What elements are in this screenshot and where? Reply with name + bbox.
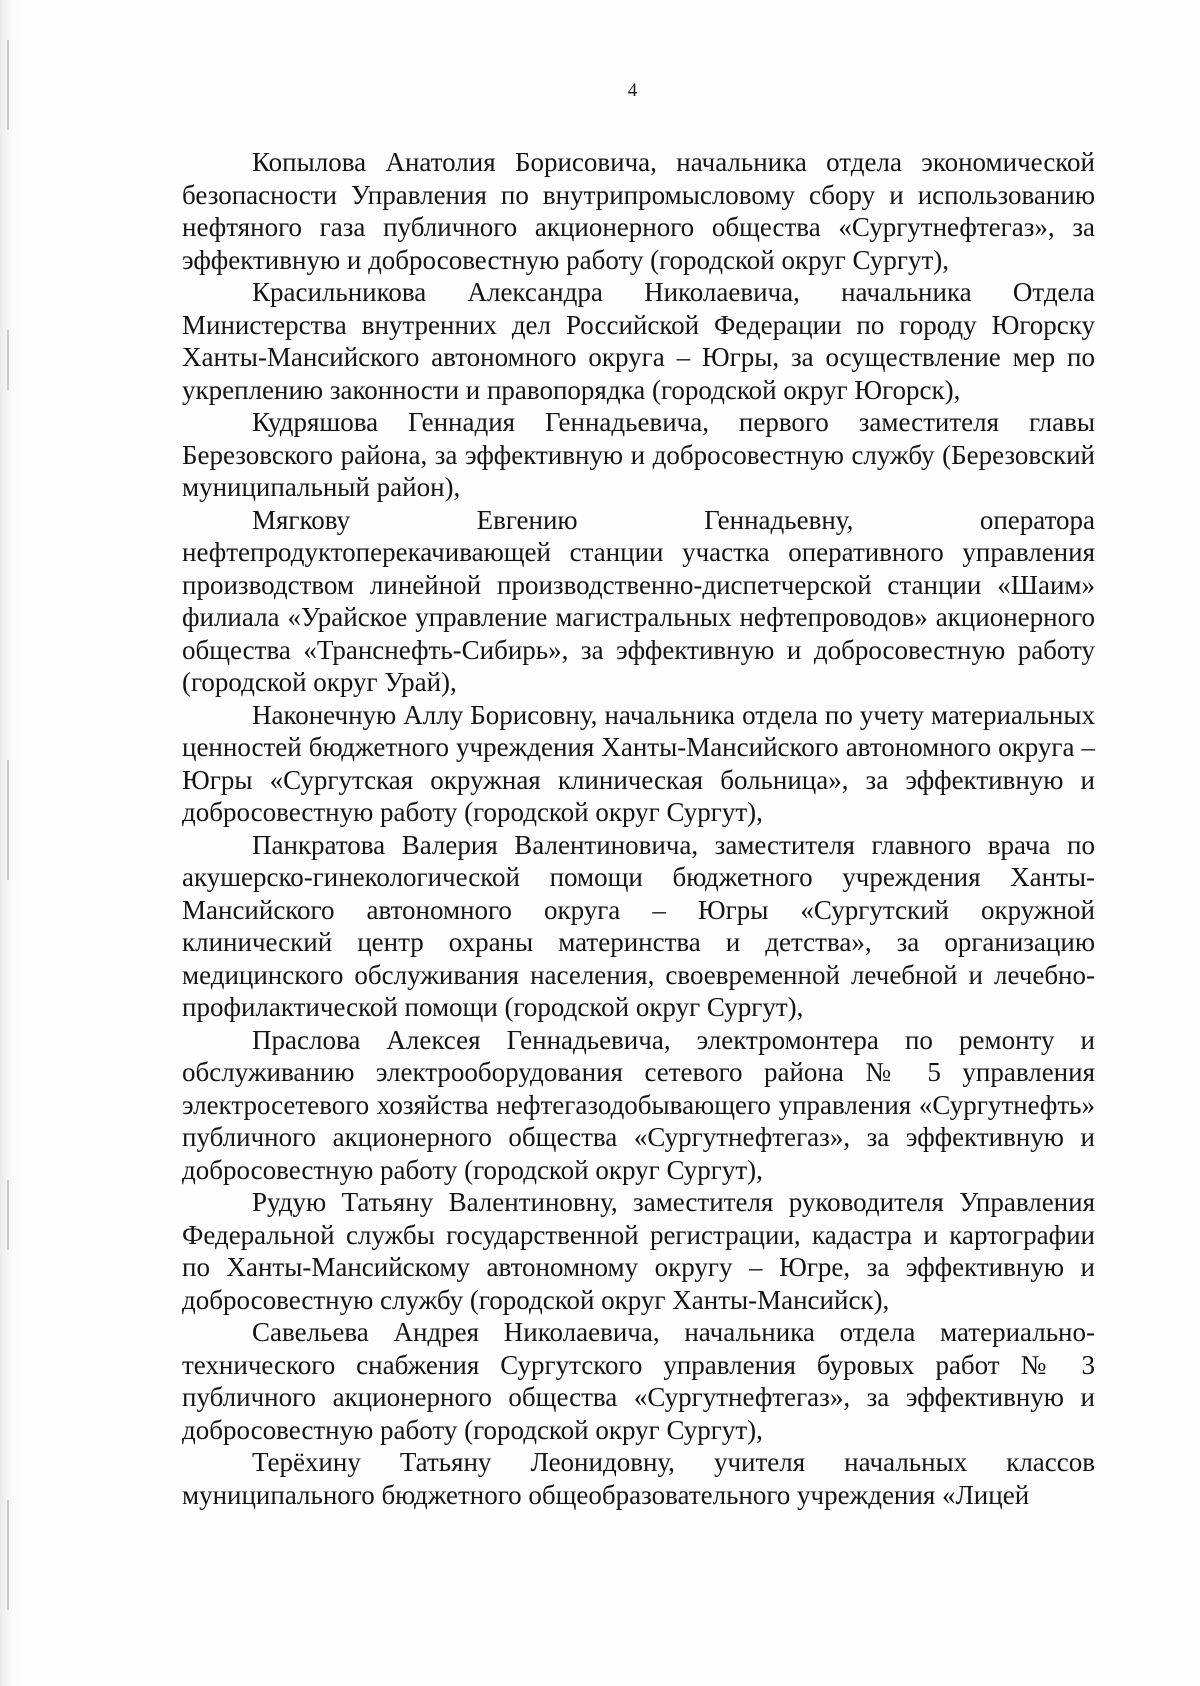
- award-paragraph-teryokhina: Терёхину Татьяну Леонидовну, учителя начальных классов муниципального бюджетного общеобразовательного учреждения «Лицей: [182, 1447, 1095, 1510]
- scan-edge-shadow: [0, 0, 26, 1686]
- award-paragraph-praslov: Праслова Алексея Геннадьевича, электромонтера по ремонту и обслуживанию электрооборудования сетевого района № 5 управления электросетевого хозяйства нефтегазодобывающего управления «Сургутнефть» публичного акционерного общества «Сургутнефтегаз», за эффективную и добросовестную работу (городской округ Сургут),: [182, 1024, 1095, 1185]
- award-paragraph-rudaya: Рудую Татьяну Валентиновну, заместителя руководителя Управления Федеральной службы государственной регистрации, кадастра и картографии по Ханты-Мансийскому автономному округу – Югре, за эффективную и добросовестную службу (городской округ Ханты-Мансийск),: [182, 1187, 1095, 1315]
- award-paragraph-kopylov: Копылова Анатолия Борисовича, начальника отдела экономической безопасности Управления по внутрипромысловому сбору и использованию нефтяного газа публичного акционерного общества «Сургутнефтегаз», за эффективную и добросовестную работу (городской округ Сургут),: [182, 147, 1095, 275]
- scan-speck: [7, 760, 9, 880]
- page-number: 4: [627, 80, 638, 101]
- scan-speck: [7, 1500, 9, 1610]
- award-paragraph-myagkova: Мягкову Евгению Геннадьевну, оператора нефтепродуктоперекачивающей станции участка оперативного управления производством линейной производственно-диспетчерской станции «Шаим» филиала «Урайское управление магистральных нефтепроводов» акционерного общества «Транснефть-Сибирь», за эффективную и добросовестную работу (городской округ Урай),: [182, 504, 1095, 697]
- award-paragraph-pankratov: Панкратова Валерия Валентиновича, заместителя главного врача по акушерско-гинекологической помощи бюджетного учреждения Ханты-Мансийского автономного округа – Югры «Сургутский окружной клинический центр охраны материнства и детства», за организацию медицинского обслуживания населения, своевременной лечебной и лечебно-профилактической помощи (городской округ Сургут),: [182, 829, 1095, 1022]
- award-paragraph-krasilnikov: Красильникова Александра Николаевича, начальника Отдела Министерства внутренних дел Российской Федерации по городу Югорску Ханты-Мансийского автономного округа – Югры, за осуществление мер по укреплению законности и правопорядка (городской округ Югорск),: [182, 277, 1095, 405]
- award-paragraph-nakonechnaya: Наконечную Аллу Борисовну, начальника отдела по учету материальных ценностей бюджетного учреждения Ханты-Мансийского автономного округа – Югры «Сургутская окружная клиническая больница», за эффективную и добросовестную работу (городской округ Сургут),: [182, 699, 1095, 827]
- award-paragraph-savelyev: Савельева Андрея Николаевича, начальника отдела материально-технического снабжения Сургутского управления буровых работ № 3 публичного акционерного общества «Сургутнефтегаз», за эффективную и добросовестную работу (городской округ Сургут),: [182, 1317, 1095, 1445]
- document-body: [182, 146, 1095, 1511]
- scan-speck: [7, 1180, 9, 1250]
- scan-speck: [7, 330, 9, 390]
- award-paragraph-kudryashov: Кудряшова Геннадия Геннадьевича, первого заместителя главы Березовского района, за эффективную и добросовестную службу (Березовский муниципальный район),: [182, 407, 1095, 502]
